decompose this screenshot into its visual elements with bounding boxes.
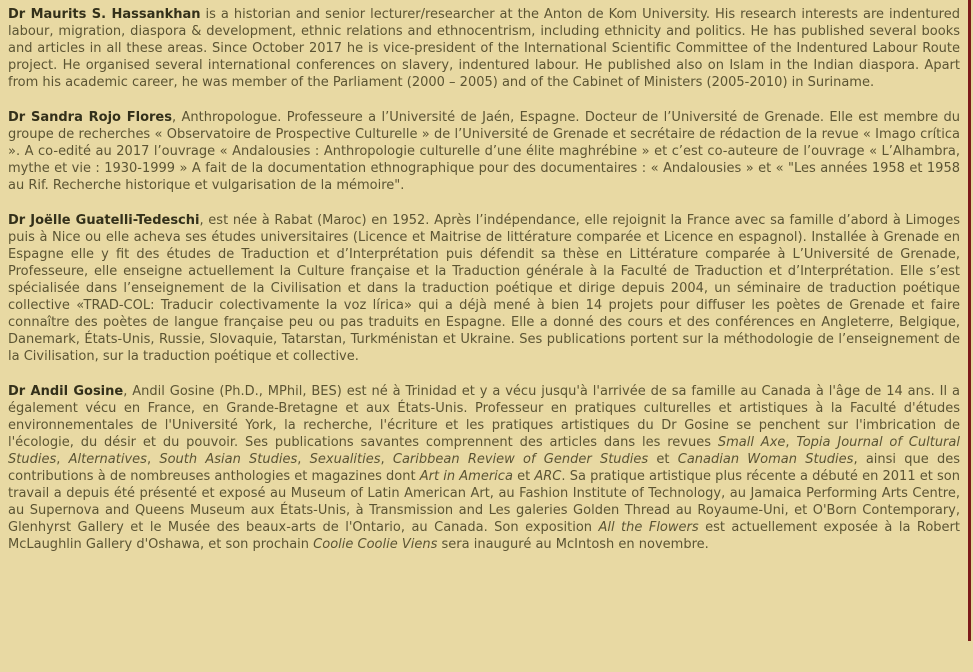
work-title: All the Flowers <box>598 520 699 535</box>
bio-paragraph <box>8 6 960 91</box>
text-run: , <box>56 452 69 467</box>
bio-paragraph <box>8 212 960 365</box>
table-right-border <box>968 0 971 641</box>
work-title: ARC <box>534 469 562 484</box>
text-run: . Sa pratique artistique plus récente a débuté en 2011 et son travail a depuis été présenté et exposé au Museum of Latin American Art, au Fashion Institute of Technology, au Jamaica Performing Arts Centre, au Supernova and Queens Museum aux États-Unis, à Transmission and Les galeries Golden Thread au Royaume-Uni, et O'Born Contemporary, Glenhyrst Gallery et le Musée des beaux-arts de l'Ontario, au Canada. Son exposition <box>8 469 960 535</box>
text-run: is a historian and senior lecturer/researcher at the Anton de Kom University. His research interests are indentured labour, migration, diaspora & development, ethnic relations and ethnocentrism, including ethnicity and politics. He has published several books and articles in all these areas. Since October 2017 he is vice-president of the International Scientific Committee of the Indentured Labour Route project. He organised several international conferences on slavery, indentured labour. He published also on Islam in the Indian diaspora. Apart from his academic career, he was member of the Parliament (2000 – 2005) and of the Cabinet of Ministers (2005-2010) in Suriname. <box>8 7 960 90</box>
person-name: Dr Andil Gosine <box>8 384 124 399</box>
bio-paragraph <box>8 383 960 553</box>
person-name: Dr Joëlle Guatelli-Tedeschi <box>8 213 200 228</box>
work-title: Canadian Woman Studies <box>677 452 854 467</box>
work-title: Art in America <box>419 469 513 484</box>
work-title: Small Axe <box>717 435 786 450</box>
text-run: , Anthropologue. Professeure a l’Université de Jaén, Espagne. Docteur de l’Université de Grenade. Elle est membre du groupe de recherches « Observatoire de Prospective Culturelle » de l’Université de Grenade et secrétaire de rédaction de la revue « Imago crítica ». A co-edité au 2017 l’ouvrage « Andalousies : Anthropologie culturelle d’une élite maghrébine » et c’est co-auteure de l’ouvrage « L’Alhambra, mythe et vie : 1930-1999 » A fait de la documentation ethnographique pour des documentaires : « Andalousies » et « "Les années 1958 et 1958 au Rif. Recherche historique et vulgarisation de la mémoire". <box>8 110 960 193</box>
person-name: Dr Sandra Rojo Flores <box>8 110 172 125</box>
text-run: , <box>146 452 160 467</box>
text-run: sera inauguré au McIntosh en novembre. <box>437 537 709 552</box>
text-run: et <box>648 452 678 467</box>
text-run: , <box>785 435 797 450</box>
bio-paragraph <box>8 109 960 194</box>
person-name: Dr Maurits S. Hassankhan <box>8 7 201 22</box>
text-run: , Andil Gosine (Ph.D., MPhil, BES) est né à Trinidad et y a vécu jusqu'à l'arrivée de sa famille au Canada à l'âge de 14 ans. Il a également vécu en France, en Grande-Bretagne et aux États-Unis. Professeur en pratiques culturelles et artistiques à la Faculté d'études environnementales de l'Université York, la recherche, l'écriture et les pratiques artistiques du Dr Gosine se penchent sur l'imbrication de l'écologie, du désir et du pouvoir. Ses publications savantes comprennent des articles dans les revues <box>8 384 961 450</box>
text-run: , <box>380 452 393 467</box>
work-title: Topia Journal of Cultural Studies <box>8 435 960 467</box>
text-run: est actuellement exposée à la Robert McLaughlin Gallery d'Oshawa, et son prochain <box>8 520 960 552</box>
work-title: Coolie Coolie Viens <box>313 537 438 552</box>
bio-text <box>8 6 960 571</box>
work-title: Alternatives <box>68 452 147 467</box>
work-title: South Asian Studies <box>159 452 298 467</box>
text-run: et <box>512 469 535 484</box>
text-run: , <box>297 452 310 467</box>
text-run: , est née à Rabat (Maroc) en 1952. Après l’indépendance, elle rejoignit la France avec sa famille d’abord à Limoges puis à Nice ou elle acheva ses études universitaires (Licence et Maitrise de littérature comparée et Licence en espagnol). Installée à Grenade en Espagne elle y fit des études de Traduction et d’Interprétation puis défendit sa thèse en Littérature comparée à L’Université de Grenade, Professeure, elle enseigne actuellement la Culture française et la Traduction générale à la Faculté de Traduction et d’Interprétation. Elle s’est spécialisée dans l’enseignement de la Civilisation et dans la traduction poétique et dirige depuis 2004, un séminaire de traduction poétique collective «TRAD-COL: Traducir colectivamente la voz lírica» qui a déjà mené à bien 14 projets pour diffuser les poètes de Grenade et faire connaître des poètes de langue française peu ou pas traduits en Espagne. Elle a donné des cours et des conférences en Angleterre, Belgique, Danemark, États-Unis, Russie, Slovaquie, Tatarstan, Turkménistan et Ukraine. Ses publications portent sur la méthodologie de l’enseignement de la Civilisation, sur la traduction poétique et collective. <box>8 213 960 364</box>
work-title: Caribbean Review of Gender Studies <box>392 452 649 467</box>
text-run: , ainsi que des contributions à de nombreuses anthologies et magazines dont <box>8 452 961 484</box>
work-title: Sexualities <box>309 452 381 467</box>
